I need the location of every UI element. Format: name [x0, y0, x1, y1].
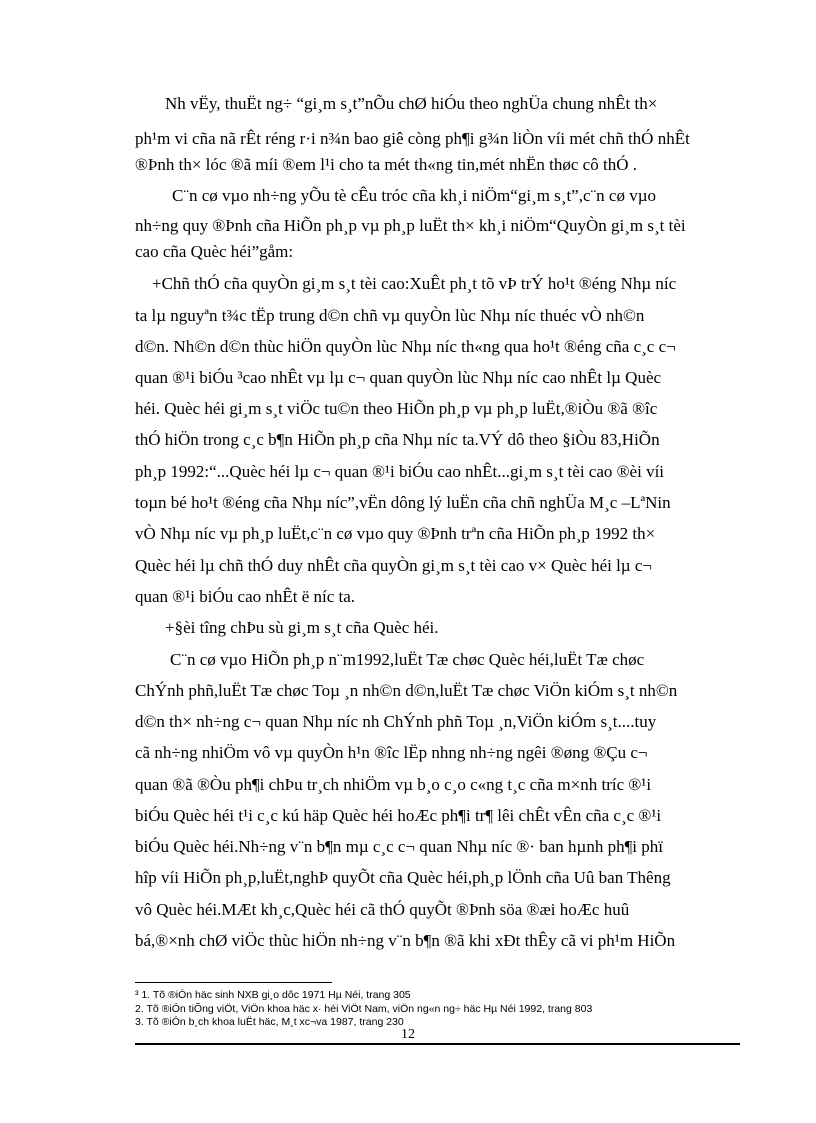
body-line: hîp víi HiÕn ph¸p,luËt,nghÞ quyÕt cña Quèc héi,ph¸p lÖnh cña Uû ban Thêng [135, 868, 671, 887]
body-line: quan ®¹i biÓu ³cao nhÊt vµ lµ c¬ quan quyÒn lùc Nhµ níc cao nhÊt lµ Quèc [135, 368, 662, 387]
body-line: C¨n cø vµo HiÕn ph¸p n¨m1992,luËt Tæ chøc Quèc héi,luËt Tæ chøc [170, 650, 645, 669]
body-line: toµn bé ho¹t ®éng cña Nhµ níc”,vËn dông lý luËn cña chñ nghÜa M¸c –LªNin [135, 493, 671, 512]
body-line: thÓ hiÖn trong c¸c b¶n HiÕn ph¸p cña Nhµ níc ta.VÝ dô theo §iÒu 83,HiÕn [135, 430, 660, 449]
body-line: nh÷ng quy ®Þnh cña HiÕn ph¸p vµ ph¸p luËt th× kh¸i niÖm“QuyÒn gi¸m s¸t tèi [135, 216, 686, 235]
body-line: d©n th× nh÷ng c¬ quan Nhµ níc nh ChÝnh phñ Toµ ¸n,ViÖn kiÓm s¸t....tuy [135, 712, 657, 731]
body-line: cao cña Quèc héi”gåm: [135, 242, 294, 261]
body-line: d©n. Nh©n d©n thùc hiÖn quyÒn lùc Nhµ níc th«ng qua ho¹t ®éng cña c¸c c¬ [135, 337, 676, 356]
body-line: +Chñ thÓ cña quyÒn gi¸m s¸t tèi cao:XuÊt ph¸t tõ vÞ trÝ ho¹t ®éng Nhµ níc [152, 274, 677, 293]
body-line: ChÝnh phñ,luËt Tæ chøc Toµ ¸n nh©n d©n,luËt Tæ chøc ViÖn kiÓm s¸t nh©n [135, 681, 678, 700]
body-line: quan ®ã ®Òu ph¶i chÞu tr¸ch nhiÖm vµ b¸o c¸o c«ng t¸c cña m×nh tríc ®¹i [135, 775, 652, 794]
body-line: ph¸p 1992:“...Quèc héi lµ c¬ quan ®¹i biÓu cao nhÊt...gi¸m s¸t tèi cao ®èi víi [135, 462, 665, 481]
body-line: bá,®×nh chØ viÖc thùc hiÖn nh÷ng v¨n b¶n ®ã khi xÐt thÊy cã vi ph¹m HiÕn [135, 931, 676, 950]
body-line: vÒ Nhµ níc vµ ph¸p luËt,c¨n cø vµo quy ®Þnh trªn cña HiÕn ph¸p 1992 th× [135, 524, 656, 543]
footnote: ³ 1. Tõ ®iÓn häc sinh NXB gi¸o dôc 1971 Hµ Néi, trang 305 [135, 989, 411, 1001]
body-line: cã nh÷ng nhiÖm vô vµ quyÒn h¹n ®îc lËp nhng nh÷ng ngêi ®øng ®Çu c¬ [135, 743, 648, 762]
footnote-separator [135, 982, 332, 983]
body-line: +§èi tîng chÞu sù gi¸m s¸t cña Quèc héi. [165, 618, 439, 637]
body-line: Quèc héi lµ chñ thÓ duy nhÊt cña quyÒn gi¸m s¸t tèi cao v× Quèc héi lµ c¬ [135, 556, 652, 575]
body-line: ph¹m vi cña nã rÊt réng r·i n¾n bao giê còng ph¶i g¾n liÒn víi mét chñ thÓ nhÊt [135, 129, 690, 148]
body-line: C¨n cø vµo nh÷ng yÕu tè cÊu tróc cña kh¸i niÖm“gi¸m s¸t”,c¨n cø vµo [172, 186, 657, 205]
body-line: vô Quèc héi.MÆt kh¸c,Quèc héi cã thÓ quyÕt ®Þnh söa ®æi hoÆc huû [135, 900, 630, 919]
body-line: héi. Quèc héi gi¸m s¸t viÖc tu©n theo HiÕn ph¸p vµ ph¸p luËt,®iÒu ®ã ®îc [135, 399, 658, 418]
page-number: 12 [401, 1027, 415, 1042]
body-line: biÓu Quèc héi.Nh÷ng v¨n b¶n mµ c¸c c¬ quan Nhµ níc ®· ban hµnh ph¶i phï [135, 837, 663, 856]
body-line: Nh vËy, thuËt ng÷ “gi¸m s¸t”nÕu chØ hiÓu theo nghÜa chung nhÊt th× [165, 94, 658, 113]
body-line: biÓu Quèc héi t¹i c¸c kú häp Quèc héi hoÆc ph¶i tr¶ lêi chÊt vÊn cña c¸c ®¹i [135, 806, 662, 825]
body-line: quan ®¹i biÓu cao nhÊt ë níc ta. [135, 587, 356, 606]
body-line: ta lµ nguyªn t¾c tËp trung d©n chñ vµ quyÒn lùc Nhµ níc thuéc vÒ nh©n [135, 306, 645, 325]
footnote: 3. Tõ ®iÓn b¸ch khoa luËt häc, M¸t xc¬va 1987, trang 230 [135, 1016, 404, 1028]
body-line: ®Þnh th× lóc ®ã míi ®em l¹i cho ta mét th«ng tin,mét nhËn thøc cô thÓ . [135, 155, 637, 174]
footer-rule [135, 1043, 740, 1045]
footnote: 2. Tõ ®iÓn tiÕng viÖt, ViÖn khoa häc x· héi ViÖt Nam, viÖn ng«n ng÷ häc Hµ Néi 1992, trang 803 [135, 1003, 593, 1015]
